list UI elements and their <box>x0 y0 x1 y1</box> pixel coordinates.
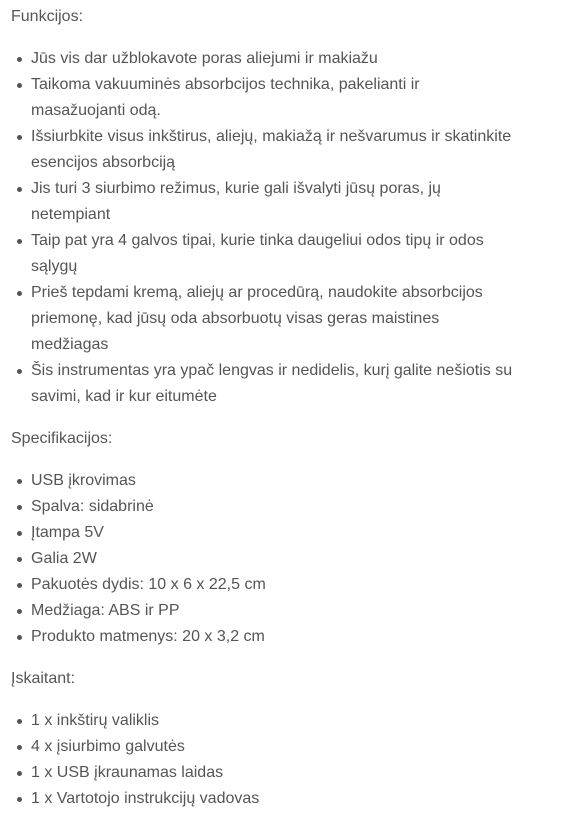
list-item: Medžiaga: ABS ir PP <box>31 598 515 624</box>
list-item: Šis instrumentas yra ypač lengvas ir nedidelis, kurį galite nešiotis su savimi, kad ir kur eitumėte <box>31 358 515 410</box>
included-heading: Įskaitant: <box>11 670 76 687</box>
list-item: Prieš tepdami kremą, aliejų ar procedūrą, naudokite absorbcijos priemonę, kad jūsų oda absorbuotų visas geras maistines medžiagas <box>31 280 515 358</box>
list-item: Taikoma vakuuminės absorbcijos technika, pakelianti ir masažuojanti odą. <box>31 72 515 124</box>
list-item: Galia 2W <box>31 546 515 572</box>
list-item: 1 x USB įkraunamas laidas <box>31 760 515 786</box>
list-item: Jūs vis dar užblokavote poras aliejumi ir makiažu <box>31 46 515 72</box>
list-item: 1 x Vartotojo instrukcijų vadovas <box>31 786 515 812</box>
list-item: Taip pat yra 4 galvos tipai, kurie tinka daugeliui odos tipų ir odos sąlygų <box>31 228 515 280</box>
list-item: Produkto matmenys: 20 x 3,2 cm <box>31 624 515 650</box>
list-item: Spalva: sidabrinė <box>31 494 515 520</box>
list-item: Jis turi 3 siurbimo režimus, kurie gali išvalyti jūsų poras, jų netempiant <box>31 176 515 228</box>
list-item: Įtampa 5V <box>31 520 515 546</box>
specifications-heading: Specifikacijos: <box>11 430 113 447</box>
list-item: 1 x inkštirų valiklis <box>31 708 515 734</box>
list-item: Pakuotės dydis: 10 x 6 x 22,5 cm <box>31 572 515 598</box>
specifications-list <box>11 468 551 650</box>
features-heading: Funkcijos: <box>11 8 84 25</box>
list-item: 4 x įsiurbimo galvutės <box>31 734 515 760</box>
included-list <box>11 708 551 812</box>
list-item: Išsiurbkite visus inkštirus, aliejų, makiažą ir nešvarumus ir skatinkite esencijos absorbciją <box>31 124 515 176</box>
features-list <box>11 46 551 410</box>
list-item: USB įkrovimas <box>31 468 515 494</box>
